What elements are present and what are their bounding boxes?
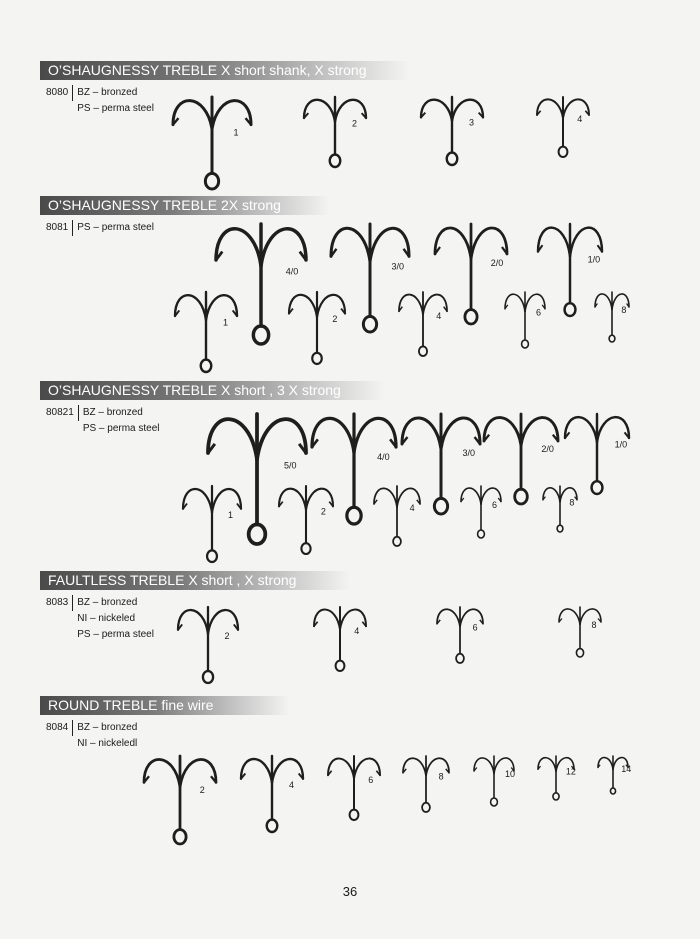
treble-hook (474, 756, 515, 806)
hook-size-label: 4 (354, 625, 360, 636)
treble-hook (437, 607, 483, 663)
hook-size-label: 4/0 (377, 452, 390, 463)
treble-hook (331, 224, 409, 332)
finish-item: BZ – bronzed (77, 597, 138, 608)
treble-hook (598, 756, 631, 794)
hook-size-label: 14 (621, 763, 632, 774)
hook-size-label: 2 (224, 630, 230, 641)
hook-size-label: 1/0 (614, 439, 628, 450)
treble-hook (241, 756, 303, 832)
hook-size-label: 1 (223, 317, 229, 328)
section-4-title: ROUND TREBLE fine wire (40, 696, 290, 715)
treble-hook (484, 414, 558, 504)
hook-size-label: 1 (233, 127, 239, 138)
hook-size-label: 8 (438, 771, 444, 782)
treble-hook (399, 292, 447, 356)
hook-size-label: 5/0 (283, 460, 297, 471)
treble-hook (216, 224, 306, 344)
treble-hook (208, 414, 306, 544)
hook-size-label: 6 (368, 774, 374, 785)
hook-size-label: 2/0 (490, 258, 504, 268)
treble-hook (314, 607, 366, 671)
finish-item: PS – perma steel (77, 103, 154, 114)
finish-item: PS – perma steel (77, 629, 154, 640)
product-code: 8083 (46, 595, 73, 611)
treble-hook (559, 607, 601, 657)
hook-size-label: 1/0 (587, 254, 601, 265)
hook-size-label: 4 (436, 310, 442, 321)
hook-size-label: 1 (227, 509, 233, 520)
hook-size-label: 2 (199, 784, 205, 795)
hook-size-label: 6 (472, 622, 478, 633)
product-code: 8081 (46, 220, 73, 236)
hook-size-label: 6 (536, 307, 542, 318)
treble-hook (304, 97, 366, 167)
hook-size-label: 10 (505, 769, 516, 779)
treble-hook (183, 486, 241, 562)
hook-size-label: 2 (352, 118, 358, 129)
product-code: 8084 (46, 720, 73, 736)
treble-hook (173, 97, 251, 189)
hook-size-label: 12 (565, 766, 576, 777)
treble-hook (421, 97, 483, 165)
hook-size-label: 8 (591, 620, 597, 630)
treble-hook (538, 756, 576, 800)
treble-hook (374, 486, 420, 546)
treble-hook (402, 414, 480, 514)
treble-hook (328, 756, 380, 820)
treble-hook (595, 292, 629, 342)
finish-item: PS – perma steel (82, 423, 160, 434)
product-code: 8080 (46, 85, 73, 101)
finish-item: NI – nickeled (77, 613, 136, 624)
hook-size-label: 3 (469, 117, 475, 128)
section-0-title: O’SHAUGNESSY TREBLE X short shank, X strong (40, 61, 410, 80)
hook-size-label: 3/0 (391, 261, 404, 272)
treble-hook (543, 486, 577, 532)
hook-size-label: 4 (409, 503, 415, 514)
hook-size-label: 4 (577, 114, 583, 125)
hook-size-label: 2 (332, 314, 338, 325)
hook-size-label: 3/0 (462, 448, 475, 458)
product-code: 80821 (46, 405, 79, 421)
treble-hook (461, 486, 501, 538)
hook-size-label: 2 (320, 506, 326, 517)
section-3-title: FAULTLESS TREBLE X short , X strong (40, 571, 350, 590)
hook-size-label: 8 (621, 305, 627, 315)
finish-item: NI – nickeledl (77, 738, 138, 749)
hook-size-label: 4 (289, 779, 295, 790)
treble-hook (537, 97, 589, 157)
treble-hook (279, 486, 333, 554)
section-2-title: O’SHAUGNESSY TREBLE X short , 3 X strong (40, 381, 385, 400)
treble-hook (403, 756, 449, 812)
hook-size-label: 4/0 (285, 266, 299, 277)
hook-size-label: 6 (492, 499, 498, 510)
treble-hook (505, 292, 545, 348)
treble-hook (289, 292, 345, 364)
section-1-title: O’SHAUGNESSY TREBLE 2X strong (40, 196, 330, 215)
page-number: 36 (342, 884, 358, 899)
finish-item: BZ – bronzed (77, 722, 138, 733)
treble-hook (144, 756, 216, 844)
treble-hook (565, 414, 629, 494)
treble-hook (538, 224, 602, 316)
finish-item: BZ – bronzed (77, 87, 138, 98)
hook-size-label: 8 (569, 497, 575, 508)
finish-item: BZ – bronzed (82, 407, 143, 418)
treble-hook (175, 292, 237, 372)
treble-hook (178, 607, 238, 683)
finish-item: PS – perma steel (77, 222, 154, 233)
hook-size-label: 2/0 (541, 443, 554, 454)
